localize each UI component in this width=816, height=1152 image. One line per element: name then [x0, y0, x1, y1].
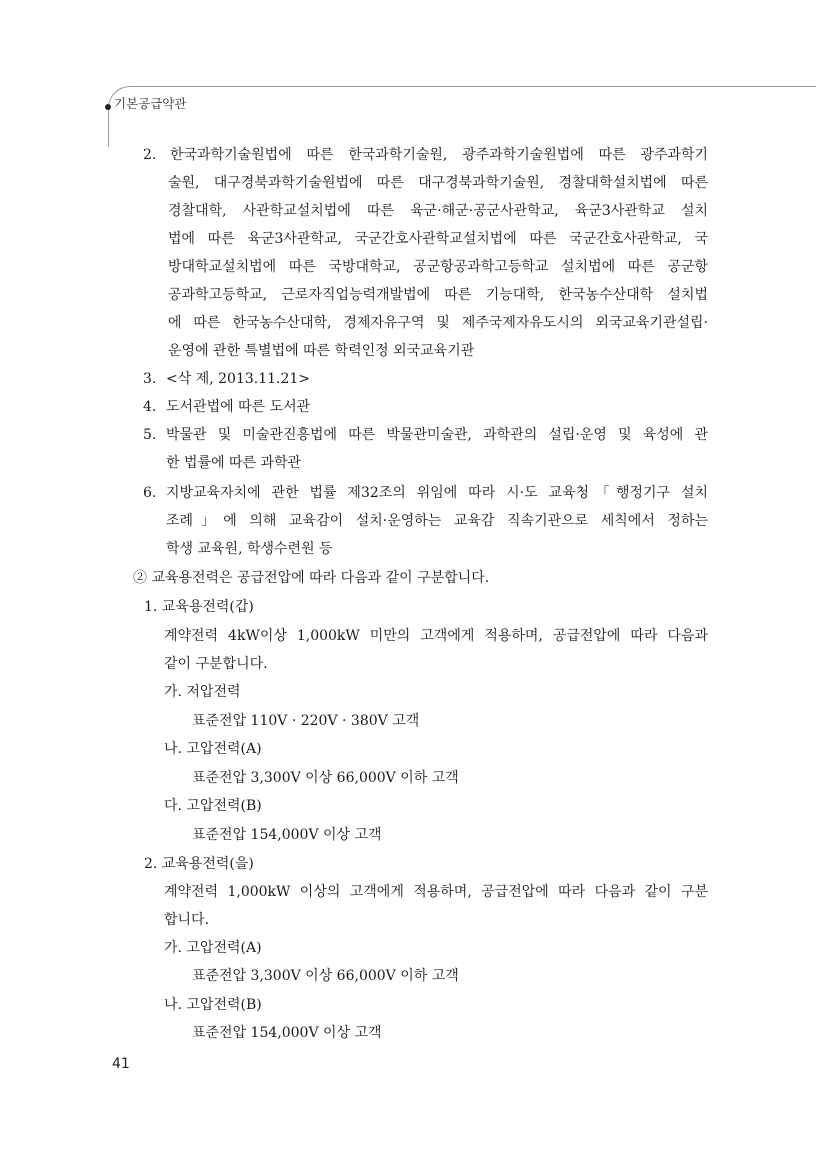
edu-a-sub-label: 나. 고압전력(A) — [164, 741, 262, 757]
item4-number: 4. — [143, 399, 157, 415]
item2-line-3: 경찰대학, 사관학교설치법에 따른 육군·해군·공군사관학교, 육군3사관학교 설치 — [168, 203, 708, 219]
item6-line-2: 조례」에 의해 교육감이 설치·운영하는 교육감 직속기관으로 세칙에서 정하는 — [166, 513, 708, 529]
item3-number: 3. — [143, 371, 157, 387]
edu-a-sub-label: 다. 고압전력(B) — [164, 798, 262, 814]
item5-number: 5. — [143, 427, 157, 443]
item6-line-1: 지방교육자치에 관한 법률 제32조의 위임에 따라 시·도 교육청「행정기구 설치 — [166, 485, 708, 501]
item5-line-1: 박물관 및 미술관진흥법에 따른 박물관미술관, 과학관의 설립·운영 및 육성에 관 — [166, 427, 708, 443]
header-bullet-icon — [105, 104, 111, 110]
edu-b-desc-2: 합니다. — [164, 912, 210, 928]
edu-b-sub-label: 가. 고압전력(A) — [164, 940, 262, 956]
edu-a-desc-1: 계약전력 4kW이상 1,000kW 미만의 고객에게 적용하며, 공급전압에 따라 다음과 — [164, 628, 708, 644]
item2-line-7: 에 따른 한국농수산대학, 경제자유구역 및 제주국제자유도시의 외국교육기관설립· — [168, 315, 708, 331]
page-number: 41 — [112, 1056, 130, 1072]
item2-line-5: 방대학교설치법에 따른 국방대학교, 공군항공과학고등학교 설치법에 따른 공군항 — [168, 259, 708, 275]
edu-b-sub-detail: 표준전압 154,000V 이상 고객 — [192, 1025, 382, 1041]
edu-b-desc-1: 계약전력 1,000kW 이상의 고객에게 적용하며, 공급전압에 따라 다음과 같이 구분 — [164, 884, 708, 900]
edu-a-desc-2: 같이 구분합니다. — [164, 656, 268, 672]
item2-line-2: 술원, 대구경북과학기술원법에 따른 대구경북과학기술원, 경찰대학설치법에 따른 — [168, 175, 708, 191]
item2-line-6: 공과학고등학교, 근로자직업능력개발법에 따른 기능대학, 한국농수산대학 설치법 — [168, 287, 708, 303]
edu-a-sub-detail: 표준전압 154,000V 이상 고객 — [192, 827, 382, 843]
header-title: 기본공급약관 — [114, 96, 187, 111]
edu-a-sub-detail: 표준전압 3,300V 이상 66,000V 이하 고객 — [192, 770, 459, 786]
item5-line-2: 한 법률에 따른 과학관 — [166, 455, 302, 471]
item2-line-8: 운영에 관한 특별법에 따른 학력인정 외국교육기관 — [168, 343, 475, 359]
edu-b-sub-label: 나. 고압전력(B) — [164, 997, 262, 1013]
edu-b-sub-detail: 표준전압 3,300V 이상 66,000V 이하 고객 — [192, 968, 459, 984]
header-rule — [108, 86, 816, 147]
item6-number: 6. — [143, 485, 157, 501]
item2-line-1: 한국과학기술원법에 따른 한국과학기술원, 광주과학기술원법에 따른 광주과학기 — [170, 147, 708, 163]
section2-heading: ② 교육용전력은 공급전압에 따라 다음과 같이 구분합니다. — [133, 570, 490, 586]
edu-b-heading: 2. 교육용전력(을) — [144, 856, 254, 872]
item6-line-3: 학생 교육원, 학생수련원 등 — [166, 541, 333, 557]
item3-text: <삭 제, 2013.11.21> — [166, 371, 311, 387]
edu-a-sub-detail: 표준전압 110V · 220V · 380V 고객 — [192, 713, 420, 729]
item4-text: 도서관법에 따른 도서관 — [166, 399, 311, 415]
item2-line-4: 법에 따른 육군3사관학교, 국군간호사관학교설치법에 따른 국군간호사관학교, 국 — [168, 231, 708, 247]
edu-a-sub-label: 가. 저압전력 — [164, 684, 241, 700]
item2-number: 2. — [143, 147, 157, 163]
edu-a-heading: 1. 교육용전력(갑) — [144, 599, 254, 615]
